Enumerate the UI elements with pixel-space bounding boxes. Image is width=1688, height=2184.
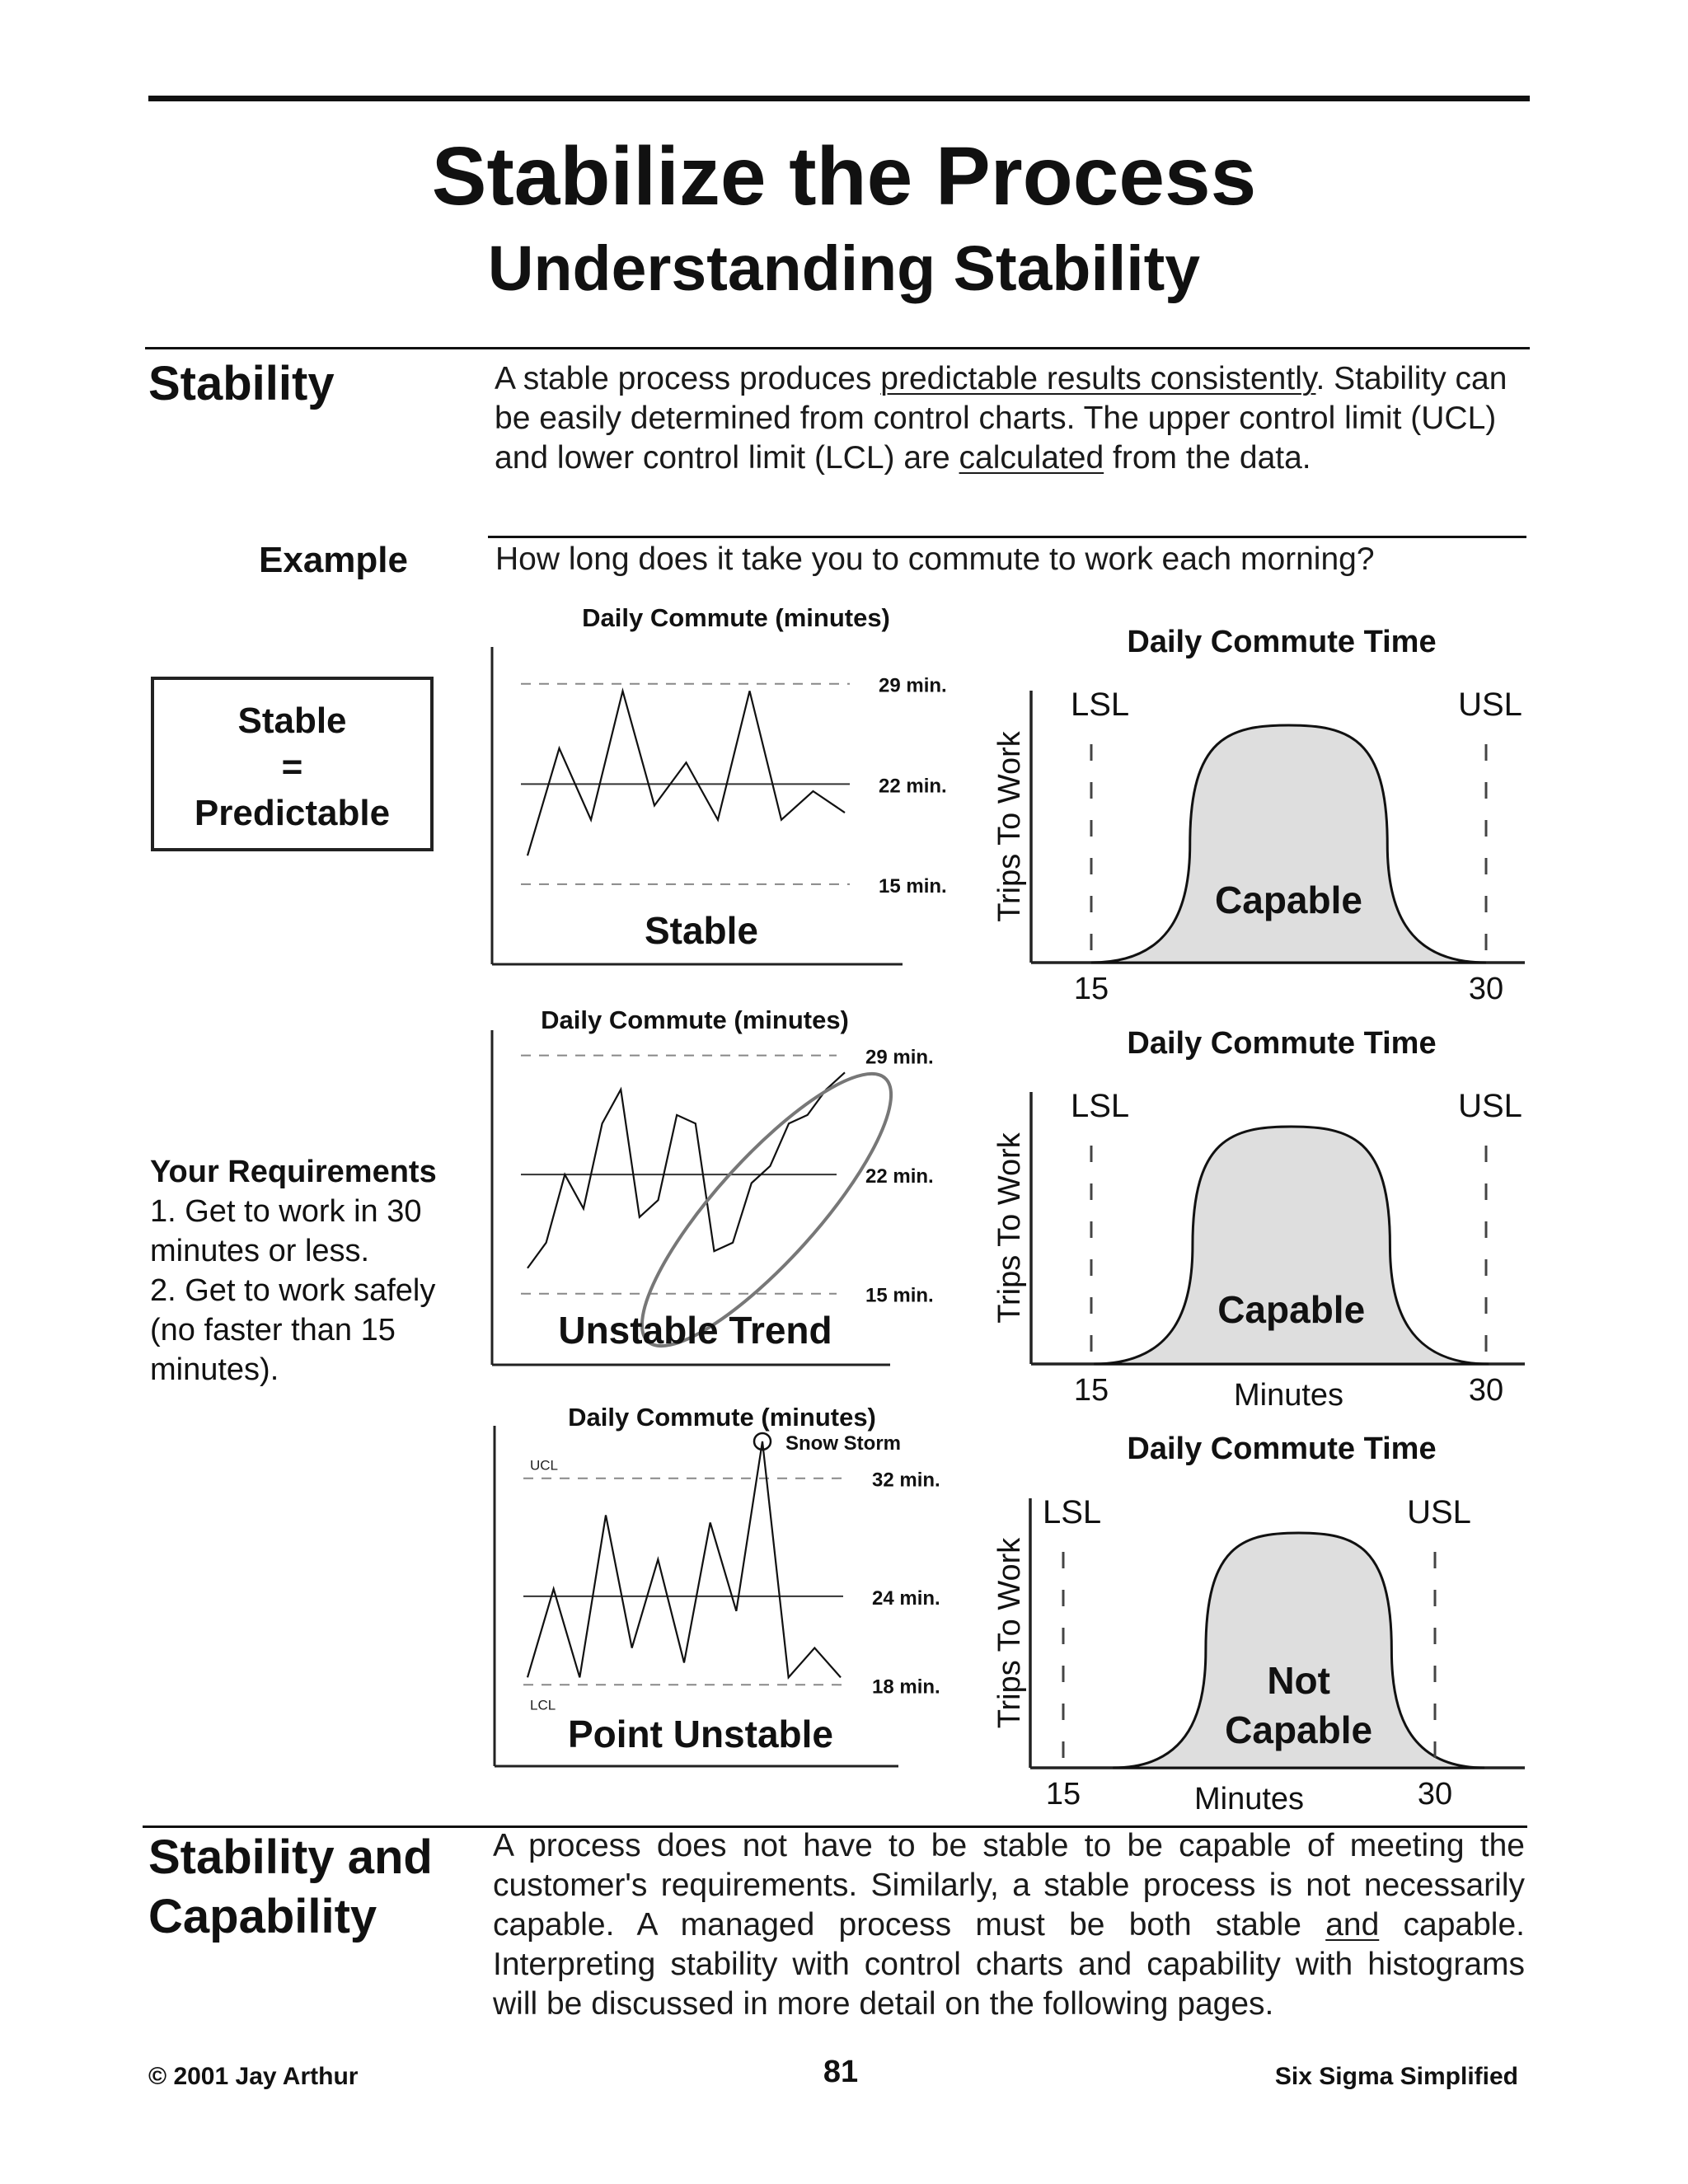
tick-label: 30 xyxy=(1468,972,1504,1006)
requirement-item: 1. Get to work in 30 minutes or less. xyxy=(150,1194,422,1268)
spec-limit-label: LSL xyxy=(1071,1088,1130,1124)
tick-label: 15 xyxy=(1073,1373,1109,1408)
chart-caption: Unstable Trend xyxy=(558,1309,832,1352)
footer-copyright: © 2001 Jay Arthur xyxy=(148,2063,359,2090)
heading-line-1: Stability and xyxy=(148,1830,433,1884)
chart-title: Daily Commute (minutes) xyxy=(582,603,890,632)
example-question: How long does it take you to commute to work each morning? xyxy=(495,541,1375,577)
distribution-caption: Capable xyxy=(1225,1708,1373,1751)
page-title: Stabilize the Process xyxy=(431,130,1257,223)
chart-title: Daily Commute Time xyxy=(1127,1432,1437,1466)
limit-tag: LCL xyxy=(530,1697,556,1713)
annotation-label: Snow Storm xyxy=(785,1432,902,1455)
series-line xyxy=(528,1072,845,1268)
reference-line-label: 15 min. xyxy=(865,1284,934,1307)
spec-limit-label: USL xyxy=(1458,1088,1522,1124)
series-line xyxy=(528,1441,841,1677)
chart-caption: Point Unstable xyxy=(567,1713,834,1755)
reference-line-label: 24 min. xyxy=(872,1586,940,1610)
tick-label: 15 xyxy=(1073,972,1109,1006)
footer-book-title: Six Sigma Simplified xyxy=(1274,2063,1518,2090)
example-label: Example xyxy=(259,540,408,580)
reference-line-label: 29 min. xyxy=(865,1046,934,1069)
stability-heading: Stability xyxy=(148,357,335,410)
tick-label: 30 xyxy=(1417,1777,1453,1811)
x-axis-label: Minutes xyxy=(1233,1378,1344,1413)
chart-caption: Stable xyxy=(644,909,759,952)
limit-tag: UCL xyxy=(530,1457,559,1474)
stability-paragraph: A stable process produces predictable results consistently. Stability can be easily determined from control charts. The upper control limit (UCL) and lower control limit (LCL) are calculated from the data. xyxy=(495,361,1507,476)
reference-line-label: 15 min. xyxy=(879,874,947,898)
reference-line-label: 22 min. xyxy=(865,1165,934,1188)
box-line-3: Predictable xyxy=(194,793,391,833)
stability-capability-heading xyxy=(148,1828,433,1947)
requirements-heading: Your Requirements xyxy=(150,1155,437,1189)
heading-line-2: Capability xyxy=(148,1890,377,1943)
box-line-1: Stable xyxy=(237,701,347,741)
y-axis-label: Trips To Work xyxy=(992,1537,1027,1729)
reference-line-label: 29 min. xyxy=(879,674,947,697)
chart-title: Daily Commute Time xyxy=(1127,1026,1437,1061)
reference-line-label: 32 min. xyxy=(872,1469,940,1492)
requirement-item: 2. Get to work safely (no faster than 15 minutes). xyxy=(150,1273,436,1387)
chart-title: Daily Commute (minutes) xyxy=(568,1403,876,1432)
chart-title: Daily Commute Time xyxy=(1127,625,1437,659)
reference-line-label: 18 min. xyxy=(872,1675,940,1699)
box-line-2: = xyxy=(281,747,303,787)
spec-limit-label: USL xyxy=(1407,1494,1471,1530)
footer-page-number: 81 xyxy=(823,2055,859,2089)
distribution-caption: Capable xyxy=(1217,1288,1366,1331)
distribution-caption: Capable xyxy=(1215,879,1362,921)
tick-label: 15 xyxy=(1045,1777,1081,1811)
spec-limit-label: LSL xyxy=(1071,687,1130,723)
reference-line-label: 22 min. xyxy=(879,775,947,798)
spec-limit-label: USL xyxy=(1458,687,1522,723)
y-axis-label: Trips To Work xyxy=(992,731,1027,922)
tick-label: 30 xyxy=(1468,1373,1504,1408)
x-axis-label: Minutes xyxy=(1193,1782,1305,1816)
distribution-curve xyxy=(1091,725,1486,963)
distribution-caption: Not xyxy=(1267,1659,1330,1702)
y-axis-label: Trips To Work xyxy=(992,1132,1027,1324)
page-subtitle: Understanding Stability xyxy=(487,233,1201,304)
spec-limit-label: LSL xyxy=(1043,1494,1102,1530)
series-line xyxy=(528,691,845,855)
stability-capability-paragraph: A process does not have to be stable to be capable of meeting the customer's requirements. Similarly, a stable process is not necessarily capable. A managed process must be both stable and capable. Interpreting stability with control charts and capability with histograms will be discussed in more detail on the following pages. xyxy=(493,1828,1525,2022)
chart-title: Daily Commute (minutes) xyxy=(541,1005,849,1034)
